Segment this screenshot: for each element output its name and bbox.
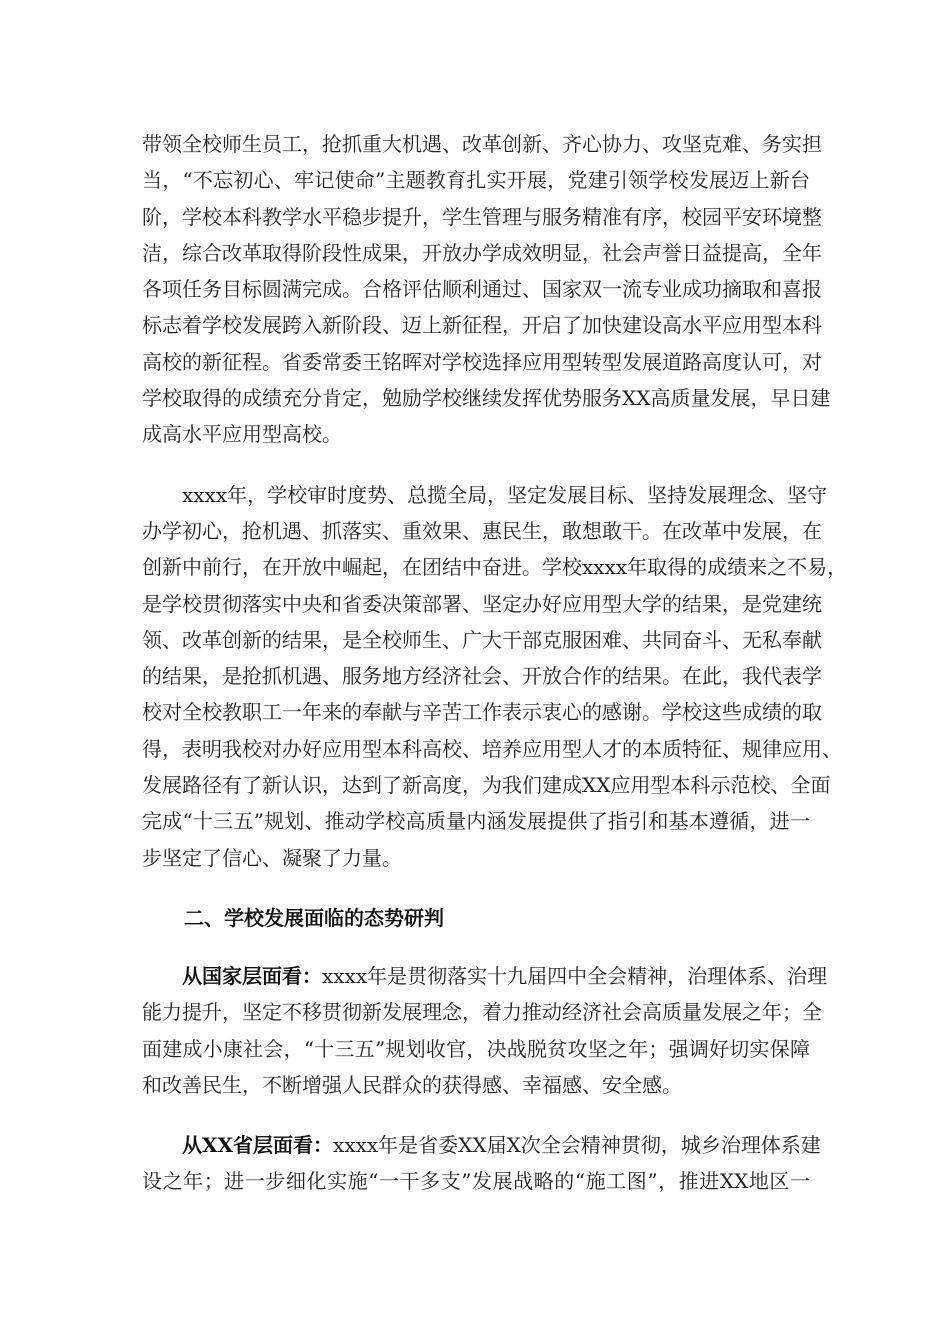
- paragraph-summary: [142, 477, 848, 876]
- paragraph-lead: 从国家层面看：: [182, 963, 322, 988]
- text-line: 校对全校教职工一年来的奉献与辛苦工作表示衷心的感谢。学校这些成绩的取: [142, 700, 822, 725]
- text-line: 发展路径有了新认识，达到了新高度，为我们建成XX应用型本科示范校、全面: [142, 773, 831, 798]
- text-line: 标志着学校发展跨入新阶段、迈上新征程，开启了加快建设高水平应用型本科: [142, 313, 822, 338]
- text-line: 洁，综合改革取得阶段性成果，开放办学成效明显，社会声誉日益提高，全年: [142, 240, 822, 265]
- paragraph-provincial-level: [142, 1127, 821, 1200]
- text-line: 能力提升，坚定不移贯彻新发展理念，着力推动经济社会高质量发展之年；全: [142, 1000, 822, 1025]
- text-line: 完成“十三五”规划、推动学校高质量内涵发展提供了指引和基本遵循，进一: [142, 809, 810, 834]
- section-heading: 二、学校发展面临的态势研判: [184, 905, 444, 930]
- text-line-rest: xxxx年是省委XX届X次全会精神贯彻，城乡治理体系建: [333, 1133, 821, 1158]
- text-line: 和改善民生，不断增强人民群众的获得感、幸福感、安全感。: [142, 1072, 682, 1097]
- text-line: xxxx年，学校审时度势、总揽全局，坚定发展目标、坚持发展理念、坚守: [182, 482, 828, 507]
- text-line: 面建成小康社会，“十三五”规划收官，决战脱贫攻坚之年；强调好切实保障: [142, 1036, 810, 1061]
- text-line: 高校的新征程。省委常委王铭晖对学校选择应用型转型发展道路高度认可，对: [142, 349, 822, 374]
- text-line: 各项任务目标圆满完成。合格评估顺利通过、国家双一流专业成功摘取和喜报: [142, 277, 822, 302]
- text-line: 得，表明我校对办好应用型本科高校、培养应用型人才的本质特征、规律应用、: [142, 736, 842, 761]
- text-line: 办学初心，抢机遇、抓落实、重效果、惠民生，敢想敢干。在改革中发展，在: [142, 518, 822, 543]
- text-line: 的结果，是抢抓机遇、服务地方经济社会、开放合作的结果。在此，我代表学: [142, 664, 822, 689]
- text-line: 步坚定了信心、凝聚了力量。: [142, 845, 402, 870]
- text-line: 成高水平应用型高校。: [142, 422, 342, 447]
- paragraph-achievements: [142, 126, 831, 453]
- paragraph-lead: 从XX省层面看：: [182, 1133, 334, 1158]
- text-line: [142, 958, 828, 994]
- text-line: 是学校贯彻落实中央和省委决策部署、坚定办好应用型大学的结果，是党建统: [142, 591, 822, 616]
- text-line-rest: xxxx年是贯彻落实十九届四中全会精神，治理体系、治理: [322, 963, 828, 988]
- text-line: 创新中前行，在开放中崛起，在团结中奋进。学校xxxx年取得的成绩来之不易，: [142, 555, 848, 580]
- paragraph-national-level: [142, 958, 828, 1103]
- text-line: 设之年；进一步细化实施“一干多支”发展战略的“施工图”，推进XX地区一: [142, 1169, 810, 1194]
- text-line: 当，“不忘初心、牢记使命”主题教育扎实开展，党建引领学校发展迈上新台: [142, 168, 810, 193]
- text-line: 学校取得的成绩充分肯定，勉励学校继续发挥优势服务XX高质量发展，早日建: [142, 386, 831, 411]
- text-line: 领、改革创新的结果，是全校师生、广大干部克服困难、共同奋斗、无私奉献: [142, 627, 822, 652]
- text-line: [142, 1127, 821, 1163]
- document-body: [142, 126, 848, 1200]
- text-line: 带领全校师生员工，抢抓重大机遇、改革创新、齐心协力、攻坚克难、务实担: [142, 132, 822, 156]
- text-line: 阶，学校本科教学水平稳步提升，学生管理与服务精准有序，校园平安环境整: [142, 204, 822, 229]
